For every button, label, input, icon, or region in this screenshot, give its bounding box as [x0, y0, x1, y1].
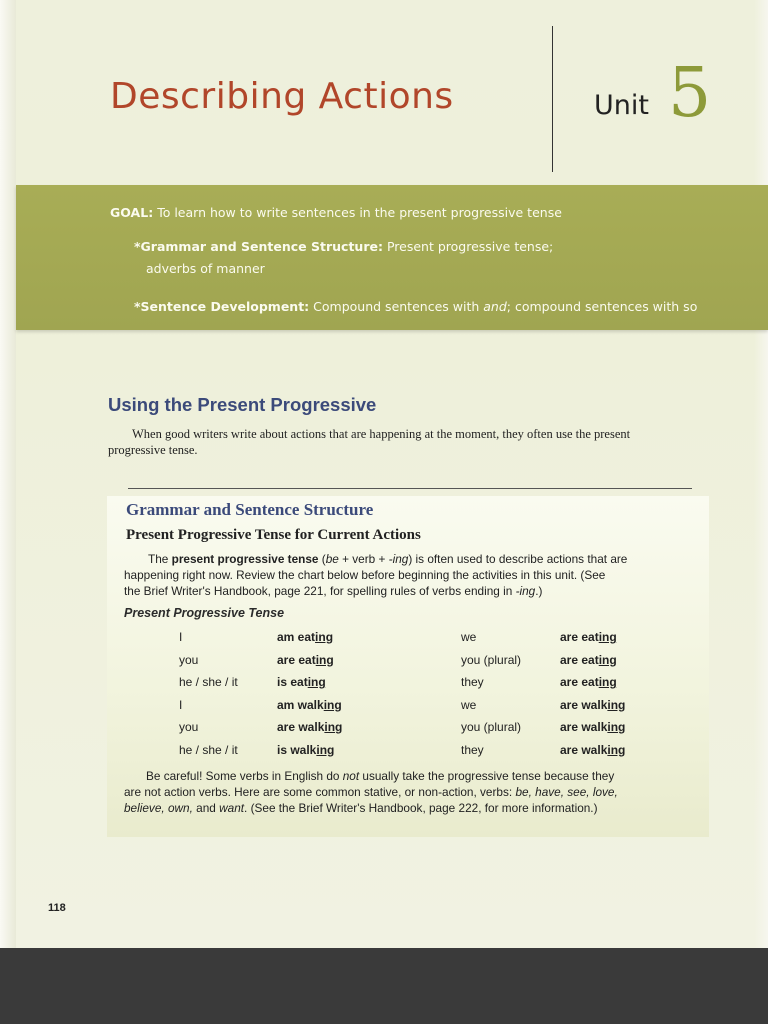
goal-line: [110, 205, 562, 220]
verb-form: [277, 675, 326, 689]
verb-ending: ing: [607, 697, 626, 712]
verb-form: [277, 630, 333, 644]
unit-label: Unit: [594, 90, 649, 121]
tense-chart-label: Present Progressive Tense: [124, 606, 285, 620]
verb-ending: ing: [598, 652, 617, 667]
para2-text: are not action verbs. Here are some common stative, or non-action, verbs:: [124, 785, 516, 799]
goal-text: To learn how to write sentences in the present progressive tense: [157, 205, 562, 220]
para2-text: and: [192, 801, 220, 815]
chapter-title: Describing Actions: [110, 76, 454, 117]
sentence-label: *Sentence Development:: [134, 299, 310, 314]
verb-form: [560, 675, 617, 689]
grammar-paragraph-1: [124, 551, 694, 599]
verb-stem: is walk: [277, 742, 317, 757]
para2-text: . (See the Brief Writer's Handbook, page 222, for more information.): [244, 801, 598, 815]
page-number: 118: [48, 902, 66, 914]
verb-form: [560, 720, 625, 734]
grammar-line: [134, 239, 553, 254]
para2-text: usually take the progressive tense because they: [359, 769, 615, 783]
table-row: [0, 743, 768, 763]
stative-verbs: be, have, see, love,: [515, 785, 618, 799]
verb-stem: am walk: [277, 697, 324, 712]
para1-line-3: the Brief Writer's Handbook, page 221, for spelling rules of verbs ending in: [124, 584, 516, 598]
verb-stem: are walk: [560, 697, 608, 712]
sentence-line: [134, 299, 697, 314]
verb-stem: are eat: [560, 652, 599, 667]
grammar-label: *Grammar and Sentence Structure:: [134, 239, 383, 254]
verb-stem: are eat: [560, 675, 599, 689]
verb-form: [560, 653, 617, 667]
subject-pronoun: they: [461, 675, 484, 689]
section-rule: [128, 488, 692, 489]
grammar-text-2: adverbs of manner: [146, 261, 265, 276]
grammar-text: Present progressive tense;: [386, 239, 554, 254]
verb-form: [277, 743, 334, 757]
header-divider: [552, 26, 553, 172]
para1-text: (: [318, 552, 326, 566]
verb-stem: are walk: [560, 720, 608, 734]
verb-ending: ing: [324, 720, 343, 734]
verb-ending: ing: [323, 697, 342, 712]
para1-ing: -ing: [388, 552, 409, 566]
verb-form: [277, 698, 342, 712]
para1-text: + verb +: [338, 552, 389, 566]
verb-ending: ing: [598, 630, 617, 644]
table-row: [0, 720, 768, 740]
verb-stem: are walk: [277, 720, 325, 734]
intro-line-1: When good writers write about actions that are happening at the moment, they often use the present: [132, 427, 631, 441]
subject-pronoun: I: [179, 697, 183, 712]
grammar-paragraph-2: [124, 768, 694, 816]
para1-be: be: [325, 552, 339, 566]
subject-pronoun: you: [179, 652, 199, 667]
subject-pronoun: you: [179, 720, 199, 734]
intro-line-2: progressive tense.: [108, 443, 198, 457]
stative-verb-want: want: [219, 801, 245, 815]
subject-pronoun: you (plural): [461, 720, 522, 734]
verb-stem: are eat: [560, 630, 599, 644]
term-present-progressive: present progressive tense: [171, 552, 319, 566]
verb-form: [560, 698, 625, 712]
verb-form: [277, 653, 334, 667]
page-edge: [754, 0, 768, 948]
table-row: [0, 675, 768, 695]
para2-not: not: [342, 769, 360, 783]
verb-form: [560, 630, 617, 644]
verb-stem: are walk: [560, 742, 608, 757]
verb-ending: ing: [607, 742, 626, 757]
verb-stem: am eat: [277, 630, 316, 644]
grammar-box-subtitle: Present Progressive Tense for Current Actions: [126, 527, 421, 543]
subject-pronoun: we: [461, 630, 477, 644]
subject-pronoun: he / she / it: [179, 675, 238, 689]
sentence-text-and: and: [483, 299, 507, 314]
verb-stem: is eat: [277, 675, 308, 689]
grammar-line-2: [146, 261, 265, 276]
verb-ending: ing: [607, 720, 626, 734]
para1-line-2: happening right now. Review the chart below before beginning the activities in this unit. (See: [124, 568, 606, 582]
section-intro: [108, 426, 708, 458]
section-title: Using the Present Progressive: [108, 394, 377, 415]
table-row: [0, 698, 768, 718]
verb-ending: ing: [315, 652, 334, 667]
verb-form: [277, 720, 342, 734]
para1-text: The: [148, 552, 172, 566]
verb-ending: ing: [598, 675, 617, 689]
para2-text: Be careful! Some verbs in English do: [146, 769, 343, 783]
verb-ending: ing: [315, 630, 334, 644]
table-row: [0, 630, 768, 650]
subject-pronoun: he / she / it: [179, 742, 238, 757]
subject-pronoun: they: [461, 742, 484, 757]
para1-text: ) is often used to describe actions that are: [408, 552, 628, 566]
sentence-text-2: ; compound sentences with so: [506, 299, 698, 314]
sentence-text-1: Compound sentences with: [313, 299, 484, 314]
para1-line-3-end: .): [535, 584, 543, 598]
grammar-box-title: Grammar and Sentence Structure: [126, 500, 374, 519]
verb-ending: ing: [316, 742, 335, 757]
verb-stem: are eat: [277, 652, 316, 667]
para1-line3-ing: -ing: [515, 584, 536, 598]
stative-verbs: believe, own,: [124, 801, 193, 815]
subject-pronoun: you (plural): [461, 652, 522, 667]
unit-number: 5: [668, 54, 712, 133]
page-spine: [0, 0, 16, 948]
subject-pronoun: we: [461, 697, 477, 712]
verb-form: [560, 743, 625, 757]
table-row: [0, 653, 768, 673]
subject-pronoun: I: [179, 630, 183, 644]
verb-ending: ing: [307, 675, 326, 689]
goal-label: GOAL:: [110, 205, 154, 220]
